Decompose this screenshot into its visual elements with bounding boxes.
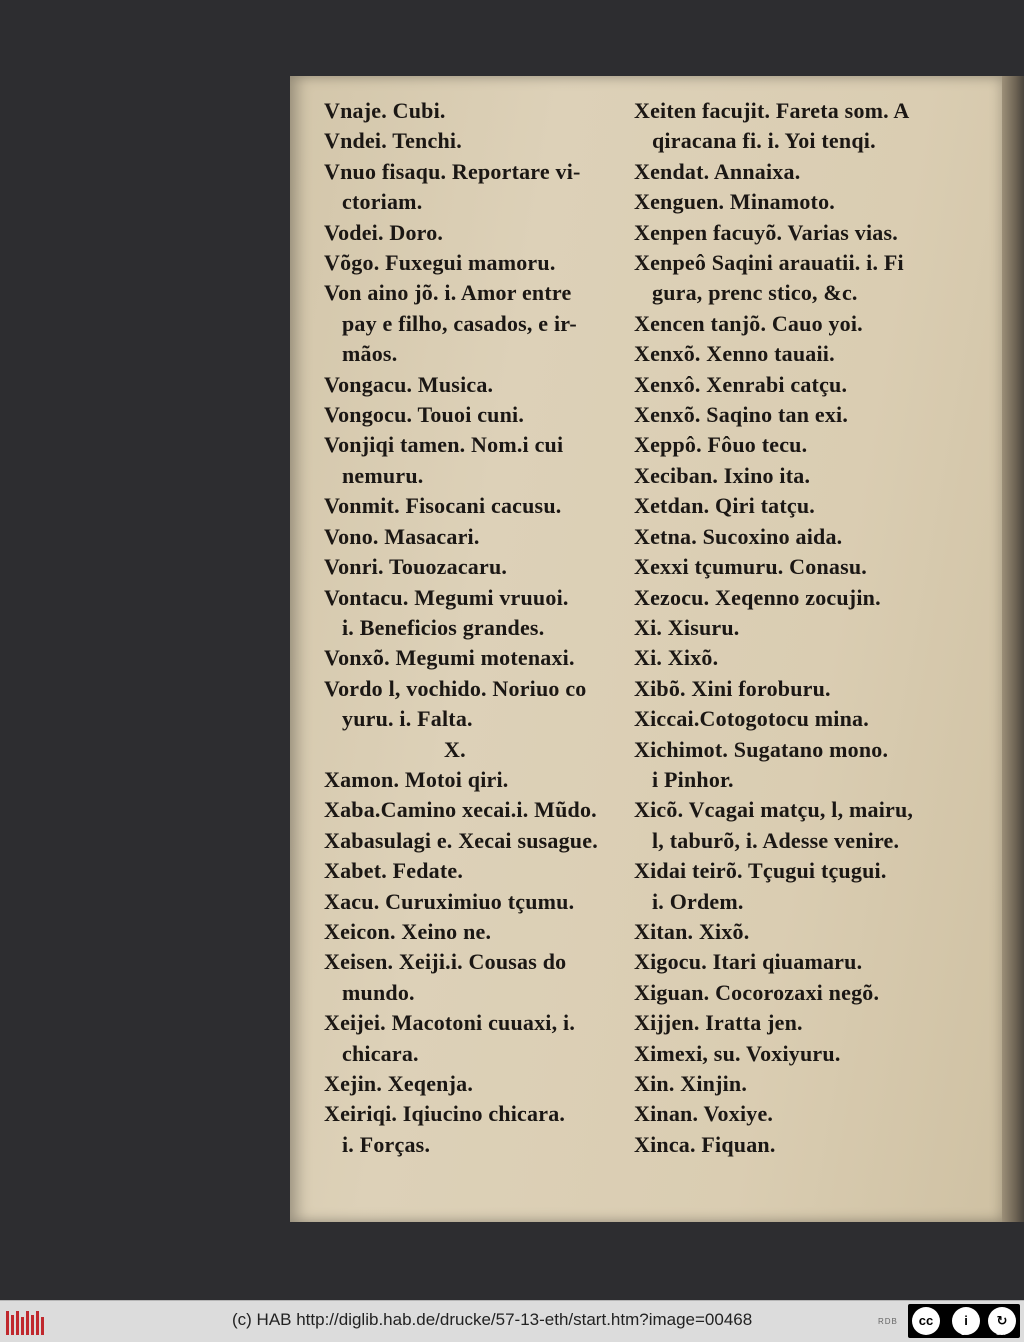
entry: Xiccai.Cotogotocu mina. <box>634 706 869 732</box>
entry-continuation: l, taburõ, i. Adesse venire. <box>652 827 900 853</box>
footer-bar <box>0 1300 1024 1342</box>
entry: Vonxõ. Megumi motenaxi. <box>324 645 575 671</box>
entry: Xinan. Voxiye. <box>634 1101 774 1127</box>
entry: Von aino jõ. i. Amor entre <box>324 280 572 306</box>
entry: Xeppô. Fôuo tecu. <box>634 432 808 458</box>
entry: Vnaje. Cubi. <box>324 98 446 123</box>
entry: Xibõ. Xini foroburu. <box>634 675 831 701</box>
entry: Xejin. Xeqenja. <box>324 1071 474 1096</box>
entry: Xenpeô Saqini arauatii. i. Fi <box>634 250 904 276</box>
entry: Xinca. Fiquan. <box>634 1131 776 1157</box>
entry-continuation: i. Ordem. <box>652 888 744 914</box>
entry: Xenxô. Xenrabi catçu. <box>634 371 848 397</box>
entry: Xi. Xixõ. <box>634 645 719 671</box>
entry: Xexxi tçumuru. Conasu. <box>634 554 867 580</box>
page-edge <box>1002 76 1024 1222</box>
entry: Xidai teirõ. Tçugui tçugui. <box>634 858 887 884</box>
entry-continuation: i Pinhor. <box>652 766 734 792</box>
left-column <box>324 96 644 1160</box>
entry: Xendat. Annaixa. <box>634 158 801 184</box>
cc-license-badge[interactable] <box>908 1304 1020 1338</box>
entry: Vodei. Doro. <box>324 219 444 245</box>
entry: Xeisen. Xeiji.i. Cousas do <box>324 949 567 975</box>
entry: Xenxõ. Xenno tauaii. <box>634 341 835 367</box>
cc-icon: cc <box>912 1307 940 1335</box>
entry: Vnuo fisaqu. Reportare vi- <box>324 158 581 184</box>
entry: Xichimot. Sugatano mono. <box>634 736 889 762</box>
entry: Xeijei. Macotoni cuuaxi, i. <box>324 1010 576 1036</box>
entry: Xigocu. Itari qiuamaru. <box>634 949 863 975</box>
entry: Xeiriqi. Iqiucino chicara. <box>324 1101 566 1127</box>
entry: Xi. Xisuru. <box>634 614 740 640</box>
by-label: BY <box>961 1330 971 1337</box>
copyright-link[interactable]: (c) HAB http://diglib.hab.de/drucke/57-13-eth/start.htm?image=00468 <box>232 1310 753 1329</box>
entry: Xeicon. Xeino ne. <box>324 918 492 944</box>
section-heading: X. <box>444 736 466 762</box>
entry: Vonri. Touozacaru. <box>324 554 508 580</box>
entry: Xacu. Curuximiuo tçumu. <box>324 888 575 914</box>
entry: Xeiten facujit. Fareta som. A <box>634 98 910 123</box>
entry: Xijjen. Iratta jen. <box>634 1010 803 1036</box>
right-column <box>634 96 974 1160</box>
entry: Xezocu. Xeqenno zocujin. <box>634 584 881 610</box>
footer-mark: RDB <box>878 1317 898 1326</box>
entry: Xeciban. Ixino ita. <box>634 462 811 488</box>
entry: Xiguan. Cocorozaxi negõ. <box>634 979 880 1005</box>
entry: Vongocu. Touoi cuni. <box>324 402 525 428</box>
entry: Xitan. Xixõ. <box>634 918 750 944</box>
entry: Xabet. Fedate. <box>324 858 464 884</box>
entry-continuation: gura, prenc stico, &c. <box>652 280 858 306</box>
entry: Vontacu. Megumi vruuoi. <box>324 584 569 610</box>
entry: Xenguen. Minamoto. <box>634 189 835 215</box>
entry-continuation: ctoriam. <box>342 189 423 215</box>
entry-continuation: nemuru. <box>342 462 424 488</box>
sa-label: SA <box>996 1330 1006 1337</box>
entry: Xabasulagi e. Xecai susague. <box>324 827 598 853</box>
entry: Xetdan. Qiri tatçu. <box>634 493 816 519</box>
entry: Xin. Xinjin. <box>634 1071 748 1096</box>
entry-continuation: i. Beneficios grandes. <box>342 614 545 640</box>
entry: Võgo. Fuxegui mamoru. <box>324 250 556 276</box>
entry: Xamon. Motoi qiri. <box>324 766 509 792</box>
entry: Xetna. Sucoxino aida. <box>634 523 843 549</box>
entry: Xicõ. Vcagai matçu, l, mairu, <box>634 797 914 823</box>
entry: Xenpen facuyõ. Varias vias. <box>634 219 898 245</box>
entry: Vonjiqi tamen. Nom.i cui <box>324 432 564 458</box>
entry-continuation: chicara. <box>342 1040 419 1066</box>
entry: Vndei. Tenchi. <box>324 128 462 154</box>
entry: Ximexi, su. Voxiyuru. <box>634 1040 841 1066</box>
entry-continuation: yuru. i. Falta. <box>342 706 473 732</box>
entry: Vono. Masacari. <box>324 523 480 549</box>
entry: Xaba.Camino xecai.i. Mũdo. <box>324 797 597 823</box>
hab-logo-icon[interactable] <box>6 1311 44 1335</box>
share-alike-icon: ↻ <box>988 1307 1016 1335</box>
entry-continuation: pay e filho, casados, e ir- <box>342 310 577 336</box>
entry: Xenxõ. Saqino tan exi. <box>634 402 849 428</box>
entry-continuation: i. Forças. <box>342 1131 431 1157</box>
entry: Vordo l, vochido. Noriuo co <box>324 675 587 701</box>
entry: Xencen tanjõ. Cauo yoi. <box>634 310 863 336</box>
entry-continuation: mãos. <box>342 341 398 367</box>
by-person-icon: i <box>952 1307 980 1335</box>
entry-continuation: mundo. <box>342 979 415 1005</box>
entry-continuation: qiracana fi. i. Yoi tenqi. <box>652 128 876 154</box>
entry: Vonmit. Fisocani cacusu. <box>324 493 562 519</box>
entry: Vongacu. Musica. <box>324 371 494 397</box>
